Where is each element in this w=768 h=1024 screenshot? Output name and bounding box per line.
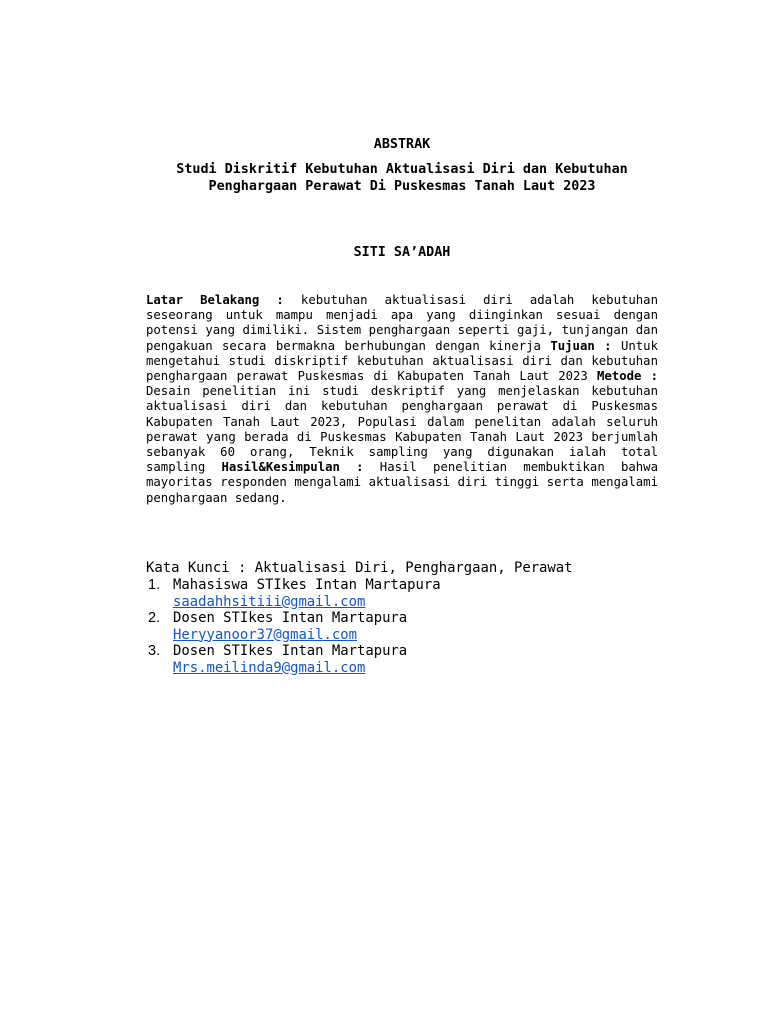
method-label: Metode : [596,369,658,384]
affiliation-number: 3. [148,643,161,659]
background-label: Latar Belakang : [146,293,284,307]
affiliation-email-link[interactable]: Mrs.meilinda9@gmail.com [173,659,366,676]
author-name: SITI SA’ADAH [353,245,451,260]
aim-label: Tujuan : [550,338,612,353]
affiliation-item [146,577,441,610]
keywords-line: Kata Kunci : Aktualisasi Diri, Penghargaan, Perawat [146,560,573,576]
paper-title: Studi Diskritif Kebutuhan Aktualisasi Diri dan Kebutuhan Penghargaan Perawat Di Puskesmas Tanah Laut 2023 [176,162,628,194]
affiliation-number: 1. [148,577,161,593]
background-text: kebutuhan aktualisasi diri adalah kebutuhan seseorang untuk mampu menjadi apa yang diinginkan sesuai dengan potensi yang dimiliki. Sistem penghargaan seperti gaji, tunjangan dan pengakuan secara bermakna berhubungan dengan kinerja [146,293,658,353]
result-text: Hasil penelitian membuktikan bahwa mayoritas responden mengalami aktualisasi diri tinggi serta mengalami penghargaan sedang. [146,460,658,505]
aim-text: Untuk mengetahui studi diskriptif kebutuhan aktualisasi diri dan kebutuhan penghargaan perawat Puskesmas di Kabupaten Tanah Laut 2023 [146,338,658,384]
affiliation-email-link[interactable]: saadahhsitiii@gmail.com [173,593,366,610]
affiliation-item [146,610,441,643]
affiliation-number: 2. [148,610,161,626]
abstract-heading: ABSTRAK [373,137,431,152]
affiliation-institution: Mahasiswa STIkes Intan Martapura [173,577,441,593]
affiliation-institution: Dosen STIkes Intan Martapura [173,610,408,626]
abstract-body [146,293,658,506]
affiliation-institution: Dosen STIkes Intan Martapura [173,643,408,659]
affiliation-email-link[interactable]: Heryyanoor37@gmail.com [173,626,357,643]
affiliation-list [146,577,441,676]
affiliation-item [146,643,441,676]
result-label: Hasil&Kesimpulan : [221,460,364,475]
method-text: Desain penelitian ini studi deskriptif yang menjelaskan kebutuhan aktualisasi diri dan kebutuhan penghargaan perawat di Puskesmas Kabupaten Tanah Laut 2023, Populasi dalam penelitan adalah seluruh perawat yang berada di Puskesmas Kabupaten Tanah Laut 2023 berjumlah sebanyak 60 orang, Teknik sampling yang digunakan ialah total sampling [146,384,658,475]
